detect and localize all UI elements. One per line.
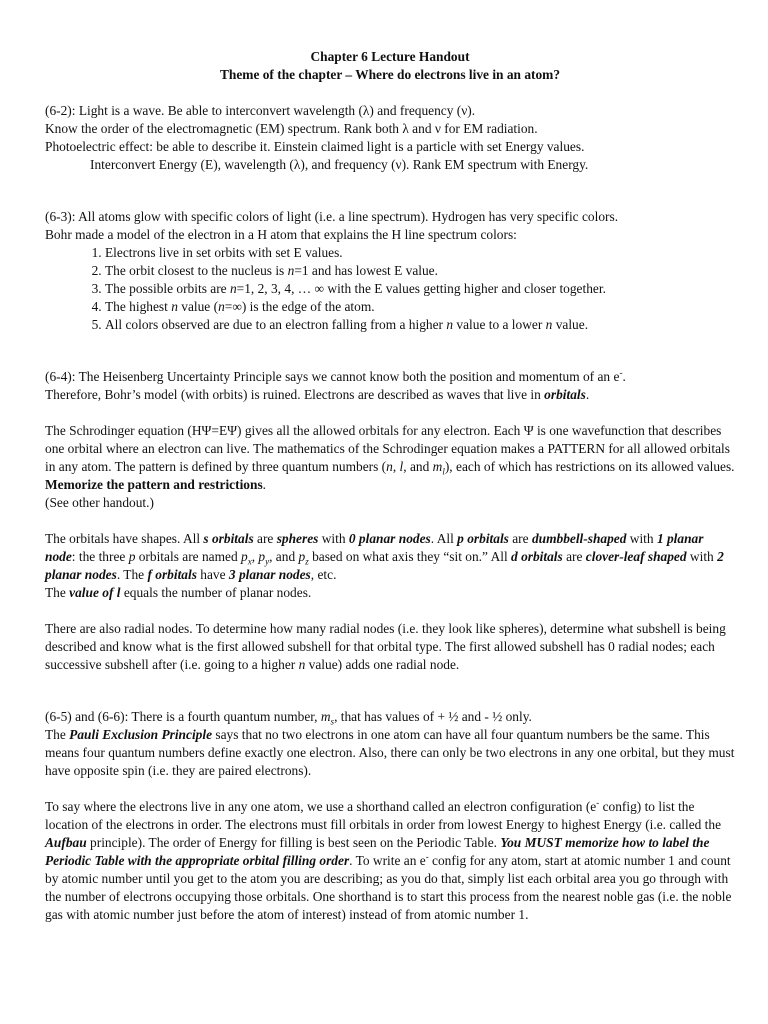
s62-line2: Know the order of the electromagnetic (EM) spectrum. Rank both λ and ν for EM radiation. (45, 121, 538, 136)
s64-paragraph2: The Schrodinger equation (HΨ=EΨ) gives all the allowed orbitals for any electron. Each Ψ is one wavefunction that describes one orbital where an electron can live. The mathematics of the Schrodinger equation makes a PATTERN for all allowed orbitals in any atom. The pattern is defined by three quantum numbers (n, l, and $m_l$), each of which has restrictions on its allowed values. Memorize the pattern and restrictions. (See other handout.) (45, 423, 735, 510)
s64-paragraph1: (6-4): The Heisenberg Uncertainty Principle says we cannot know both the position and momentum of an e-. Therefore, Bohr’s model (with orbits) is ruined. Electrons are described as waves that live in orbitals. (45, 367, 626, 402)
list-item: 5. All colors observed are due to an electron falling from a higher n value to a lower n value. (105, 316, 735, 334)
s64-paragraph4: There are also radial nodes. To determine how many radial nodes (i.e. they look like spheres), determine what subshell is being described and know what is the first allowed subshell for that orbital type. The first allowed subshell has 0 radial nodes; each successive subshell after (i.e. going to a higher n value) adds one radial node. (45, 621, 726, 672)
section-6-5-6-6 (45, 708, 735, 924)
page-title: Chapter 6 Lecture Handout (310, 49, 470, 64)
s62-line4: Interconvert Energy (E), wavelength (λ), and frequency (ν). Rank EM spectrum with Energy. (90, 157, 589, 172)
s64-paragraph3: The orbitals have shapes. All s orbitals are spheres with 0 planar nodes. All p orbitals are dumbbell-shaped with 1 planar node: the three p orbitals are named $p_x$, $p_y$, and $p_z$ based on what axis they “sit on.” All d orbitals are clover-leaf shaped with 2 planar nodes. The f orbitals have 3 planar nodes, etc. The value of l equals the number of planar nodes. (45, 531, 724, 600)
s63-line1: (6-3): All atoms glow with specific colors of light (i.e. a line spectrum). Hydrogen has very specific colors. (45, 209, 619, 224)
s65-paragraph2: To say where the electrons live in any one atom, we use a shorthand called an electron configuration (e- config) to list the location of the electrons in order. The electrons must fill orbitals in order from lowest Energy to highest Energy (i.e. called the Aufbau principle). The order of Energy for filling is best seen on the Periodic Table. You MUST memorize how to label the Periodic Table with the appropriate orbital filling order. To write an e- config for any atom, start at atomic number 1 and count by atomic number until you get to the atom you are describing; as you do that, simply list each orbital area you go through with the number of electrons occupying those orbitals. One shorthand is to start this process from the nearest noble gas (i.e. the noble gas with atomic number just before the atom of interest) instead of from atomic number 1. (45, 797, 732, 922)
section-6-4 (45, 368, 735, 674)
s62-line1: (6-2): Light is a wave. Be able to interconvert wavelength (λ) and frequency (ν). (45, 103, 476, 118)
section-6-3 (45, 208, 735, 334)
section-6-2 (45, 102, 735, 174)
bohr-model-list (45, 244, 735, 334)
list-item: 1. Electrons live in set orbits with set E values. (105, 244, 735, 262)
s65-paragraph1: (6-5) and (6-6): There is a fourth quantum number, $m_s$, that has values of + ½ and - ½ only. The Pauli Exclusion Principle says that no two electrons in one atom can have all four quantum numbers be the same. This means four quantum numbers define exactly one electron. Also, there can only be two electrons in any one orbital, but they must have opposite spin (i.e. they are paired electrons). (45, 709, 735, 778)
page-subtitle: Theme of the chapter – Where do electrons live in an atom? (219, 67, 561, 82)
list-item: 3. The possible orbits are n=1, 2, 3, 4, … ∞ with the E values getting higher and closer together. (105, 280, 735, 298)
list-item: 4. The highest n value (n=∞) is the edge of the atom. (105, 298, 735, 316)
s63-line2: Bohr made a model of the electron in a H atom that explains the H line spectrum colors: (45, 227, 517, 242)
s62-line3: Photoelectric effect: be able to describe it. Einstein claimed light is a particle with set Energy values. (45, 139, 585, 154)
handout-page (45, 48, 735, 924)
list-item: 2. The orbit closest to the nucleus is n=1 and has lowest E value. (105, 262, 735, 280)
